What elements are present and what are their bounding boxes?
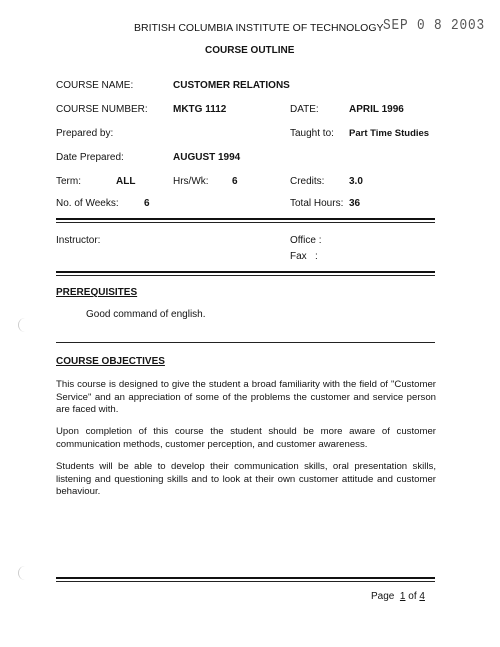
page-total: 4 xyxy=(419,591,425,602)
total-hours-label: Total Hours: xyxy=(290,198,344,209)
prerequisites-text: Good command of english. xyxy=(86,309,206,320)
prerequisites-heading: PREREQUISITES xyxy=(56,287,138,298)
date-prepared-label: Date Prepared: xyxy=(56,152,124,163)
divider-thick xyxy=(56,271,435,273)
divider-thin xyxy=(56,275,435,276)
footer-divider-thin xyxy=(56,581,435,582)
received-date-stamp: SEP 0 8 2003 xyxy=(383,17,486,34)
taught-to-value: Part Time Studies xyxy=(349,128,430,139)
fax-label: Fax : xyxy=(290,251,318,262)
divider-thin xyxy=(56,222,435,223)
date-label: DATE: xyxy=(290,104,319,115)
course-number-label: COURSE NUMBER: xyxy=(56,104,148,115)
term-value: ALL xyxy=(116,176,136,187)
taught-to-label: Taught to: xyxy=(290,128,334,139)
objectives-paragraph: This course is designed to give the student a broad familiarity with the field of "Customer Service" and an appreciation of some of the problems the customer and service person are faced with. xyxy=(56,379,436,415)
weeks-label: No. of Weeks: xyxy=(56,198,119,209)
date-value: APRIL 1996 xyxy=(349,104,404,115)
prepared-by-label: Prepared by: xyxy=(56,128,114,139)
scan-margin-mark xyxy=(18,566,25,580)
institution-name: BRITISH COLUMBIA INSTITUTE OF TECHNOLOGY xyxy=(134,22,384,34)
course-number-value: MKTG 1112 xyxy=(173,104,227,115)
scan-margin-mark xyxy=(18,318,25,332)
objectives-paragraph: Upon completion of this course the student should be more aware of customer communication methods, customer perception, and customer awareness. xyxy=(56,426,436,450)
page-indicator xyxy=(371,591,425,602)
page-current: 1 xyxy=(399,591,406,602)
weeks-value: 6 xyxy=(144,198,150,209)
credits-label: Credits: xyxy=(290,176,325,187)
hrs-wk-label: Hrs/Wk: xyxy=(173,176,209,187)
objectives-heading: COURSE OBJECTIVES xyxy=(56,356,165,367)
objectives-paragraph: Students will be able to develop their communication skills, oral presentation skills, listening and questioning skills and to look at their own customer attitude and customer behaviour. xyxy=(56,461,436,497)
divider-thick xyxy=(56,218,435,220)
hrs-wk-value: 6 xyxy=(232,176,238,187)
term-label: Term: xyxy=(56,176,81,187)
office-label: Office : xyxy=(290,235,322,246)
date-prepared-value: AUGUST 1994 xyxy=(173,152,241,163)
total-hours-value: 36 xyxy=(349,198,361,209)
of-label: of xyxy=(408,591,417,602)
document-title: COURSE OUTLINE xyxy=(205,45,295,56)
course-name-value: CUSTOMER RELATIONS xyxy=(173,80,290,91)
course-name-label: COURSE NAME: xyxy=(56,80,134,91)
instructor-label: Instructor: xyxy=(56,235,101,246)
credits-value: 3.0 xyxy=(349,176,363,187)
page-label: Page xyxy=(371,591,395,602)
divider-thin xyxy=(56,342,435,343)
footer-divider-thick xyxy=(56,577,435,579)
